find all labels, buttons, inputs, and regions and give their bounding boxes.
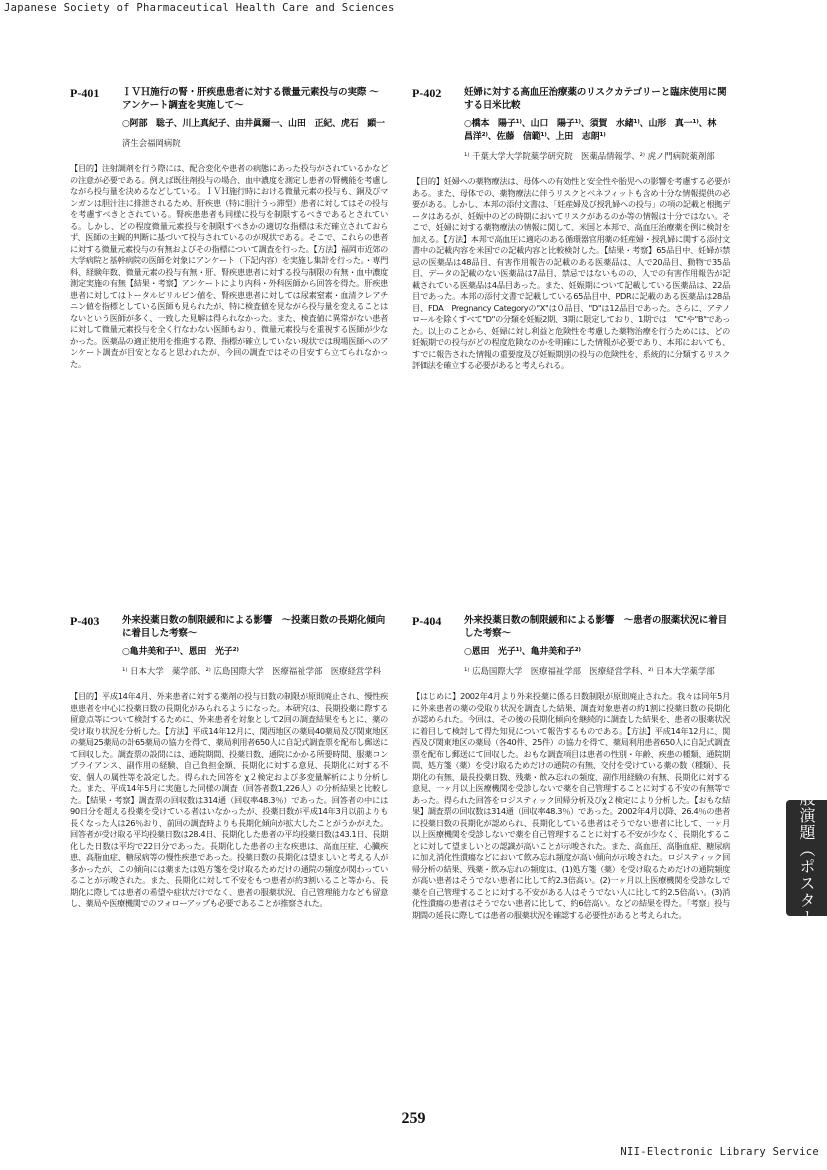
abstract-p403 [70, 614, 388, 910]
section-side-tab [786, 773, 827, 943]
abstract-title: 外来投薬日数の制限緩和による影響 〜投薬日数の長期化傾向に着目した考察〜 [122, 615, 386, 639]
abstract-authors: ○阿部 聡子、川上真紀子、由井眞爾一、山田 正紀、虎石 顕一 [122, 119, 385, 129]
abstract-body: 【はじめに】2002年4月より外来投薬に係る日数制限が原則廃止された。我々は同年5月に外来患者の薬の受取り状況を調査した結果、調査対象患者の約1割に投薬日数の長期化が認められた。今回は、その後の長期化傾向を継続的に調査した結果を、患者の服薬状況に着目して検討して得た知見について報告するものである。【方法】平成14年12月に、関西及び関東地区の薬局（各40件、25件）の協力を得て、薬局利用患者650人に自記式調査票を配布し郵送にて回収した。おもな調査項目は患者の性別・年齢、疾患の種類、通院期間、処方箋（薬）を受け取るためだけの通院の有無、交付を受けている薬の数（種類）、長期化の有無、最長投薬日数、残薬・飲み忘れの頻度、副作用経験の有無、長期化に対する意見、一ヶ月以上医療機関を受診しないで薬を自己管理することに対する不安の有無等であった。得られた回答をロジスティック回帰分析及びχ２検定により分析した。【おもな結果】調査票の回収数は314通（回収率48.3％）であった。2002年4月以降、26.4％の患者に投薬日数の長期化が認められ、長期化している患者はそうでない患者に比して、一ヶ月以上医療機関を受診しないで薬を自己管理することに対する不安が少なく、長期化することに対して望ましいとの認識が高いことが示唆された。また、高血圧、高脂血症、糖尿病に加え消化性潰瘍などにおいて飲み忘れ頻度が高い傾向が示唆された。ロジスティック回帰分析の結果、残薬・飲み忘れの頻度は、(1)処方箋（薬）を受け取るためだけの通院頻度が高い患者はそうでない患者に比して約2.3倍高い。(2)一ヶ月以上医療機関を受診なしで薬を自己管理することに対する不安がある人はそうでない人に比して約2.5倍高い。(3)消化性潰瘍の患者はそうでない患者に比して、約6倍高い。などの結果を得た。「考察」投与期間の延長に際しては患者の服薬状況を確認する必要性があると考えられた。 [412, 691, 730, 920]
abstract-affiliation: ¹⁾ 日本大学 薬学部、²⁾ 広島国際大学 医療福祉学部 医療経営学科 [122, 666, 382, 676]
abstract-affiliation: 済生会福岡病院 [122, 138, 181, 148]
abstract-authors: ○恩田 光子¹⁾、亀井美和子²⁾ [464, 647, 581, 657]
abstract-id: P-401 [70, 86, 100, 100]
abstract-id: P-404 [412, 614, 442, 628]
abstract-body: 【目的】注射調剤を行う際には、配合変化や患者の病態にあった投与がされているかなどの注意が必要である。例えば既往剤投与の場合、血中濃度を測定し患者の腎機能を考慮しながら投与量を決めるなどしている。ＩＶＨ施行時における微量元素の投与も、銅及びマンガンは胆汁注に排泄されるため、肝疾患（特に胆汁うっ滞型）患者に対してはその投与を考慮すべきとされている。腎疾患患者も同様に投与を制限するべきであるとされている。しかし、どの程度微量元素投与を制限すべきかの適切な指標は未だ確立されておらず、医師の主観的判断に基づいて投与されているのが現状である。そこで、これらの患者に対する微量元素投与の有無およびその指標について調査を行った。【方法】福岡市近郊の大学病院と基幹病院の医師を対象にアンケート（下記内容）を実施し集計を行った。・専門科、経験年数、微量元素の投与有無・肝、腎疾患患者に対する投与制限の有無・血中濃度測定実施の有無【結果・考察】アンケートにより内科・外科医師から回答を得た。肝疾患患者に対してはトータルビリルビン値を、腎疾患患者に対しては尿素窒素・血清クレアチニン値を指標としている医師も見られたが、特に検査値を見ながら投与量を変えることはないという医師が多く、一致した見解は得られなかった。また、検査値に異常がない患者に対して微量元素投与を全く行なわない医師もおり、微量元素投与を重視する医師が少なかった。医薬品の適正使用を推進する際、指標が確立していない現状では現場医師へのアンケート調査が目安となると思われたが、今回の調査ではその目安すら立てられなかった。 [70, 163, 388, 369]
abstract-p401 [70, 86, 388, 370]
section-side-tab-label: 一般演題（ポスター） [797, 773, 816, 943]
abstract-body: 【目的】平成14年4月、外来患者に対する薬剤の投与日数の制限が原則廃止され、慢性疾患患者を中心に投薬日数の長期化がみられるようになった。本研究は、長期投薬に際する留意点等について検討するために、外来患者を対象として2回の調査結果をもとに、薬の受け取り状況を分析した。【方法】平成14年12月に、関西地区の薬局40薬局及び関東地区の薬局25薬局の計65薬局の協力を得て、薬局利用者650人に自記式調査票を配布し郵送にて回収した。調査票の設問には、通院期間、投薬日数、通院にかかる所要時間、服薬コンプライアンス、副作用の経験、自己負担金額、長期化に対する意見、長期化に対する不安、個人の属性等を設定した。得られた回答を χ２検定および多変量解析により分析した。また、平成14年5月に実施した同様の調査（回答者数1,226人）の分析結果と比較した。【結果・考察】調査票の回収数は314通（回収率48.3％）であった。回答者の中には90日分を超える投薬を受けている者はいなかったが、投薬日数が平成14年3月以前よりも長くなった人は26％おり、前回の調査時よりも長期化傾向が拡大したことがうかがえた。回答者が受け取る平均投薬日数は28.4日、長期化した患者の平均投薬日数は43.1日、長期化した日数は平均で22日分であった。長期化した患者の主な疾患は、高血圧症、心臓疾患、高脂血症、糖尿病等の慢性疾患であった。投薬日数の長期化は望ましいと考える人が多かったが、この傾向には薬または処方箋を受け取るためだけの通院の頻度が関わっていることが示唆された。また、長期化に対して不安をもつ患者が約3割いること等から、長期化に際しては患者の希望や症状だけでなく、患者の服薬状況、自己管理能力なども留意し、薬局や医療機関でのフォローアップも必要であることが推察された。 [70, 691, 388, 908]
abstract-body: 【目的】妊婦への薬物療法は、母体への有効性と安全性や胎児への影響を考慮する必要がある。また、母体での、薬物療法に伴うリスクとベネフィットも含め十分な情報提供の必要がある。しかし、本邦の添付文書は、「妊産婦及び授乳婦への投与」の項の記載と根拠データはあるが、妊娠中のどの時期においてリスクがあるのか等の情報は十分ではない。そこで、妊婦に対する薬物療法の情報に関して、米国と本邦で、高血圧治療薬を例に検討を加える。【方法】本邦で高血圧に適応のある循環器官用薬の妊産婦・授乳婦に関する添付文書中の記載内容を米国での記載内容と比較検討した。【結果・考察】65品目中、妊婦が禁忌の医薬品は48品目、有害作用報告の記載のある医薬品は、人で20品目、動物で35品目、データの記載のない医薬品は7品目、禁忌ではないものの、人での有害作用報告が記載されている医薬品は4品目あった。また、妊娠期について記載している医薬品は、22品目であった。本邦の添付文書で記載している65品目中、PDRに記載のある医薬品は28品目、FDA Pregnancy Categoryの"X"は０品目、"D"は12品目であった。さらに、アテノロールを除くすべて"D"の分類を妊娠2期、3期に限定しており、1期では "C"や"B"であった。以上のことから、妊婦に対し利益と危険性を考慮した薬物治療を行うためには、どの妊娠期での投与がどの程度危険なのかを明確にした情報が必要であり、本邦においても、すでに報告された情報の重要度及び妊娠期別の投与の危険性を、系統的に分類するリスク評価法を確立する必要があると考えられる。 [412, 176, 731, 370]
abstract-title: 妊婦に対する高血圧治療薬のリスクカテゴリーと臨床使用に関する日米比較 [464, 87, 727, 111]
abstract-id: P-403 [70, 614, 100, 628]
abstract-id: P-402 [412, 86, 442, 100]
library-footer: NII-Electronic Library Service [620, 1146, 819, 1158]
abstract-p404 [412, 614, 730, 921]
journal-header: Japanese Society of Pharmaceutical Health Care and Sciences [4, 2, 395, 14]
page-number: 259 [401, 1110, 426, 1127]
abstract-affiliation: ¹⁾ 広島国際大学 医療福祉学部 医療経営学科、²⁾ 日本大学薬学部 [464, 666, 715, 676]
abstract-title: 外来投薬日数の制限緩和による影響 〜患者の服薬状況に着目した考察〜 [464, 615, 728, 639]
abstract-authors: ○橋本 陽子¹⁾、山口 陽子¹⁾、須賀 水緒¹⁾、山形 真一¹⁾、林 昌洋²⁾、佐藤 信範¹⁾、上田 志朗¹⁾ [464, 119, 726, 142]
abstract-affiliation: ¹⁾ 千葉大学大学院薬学研究院 医薬品情報学、²⁾ 虎ノ門病院薬剤部 [464, 151, 715, 161]
abstract-title: ＩＶＨ施行の腎・肝疾患患者に対する微量元素投与の実際 〜アンケート調査を実施して〜 [122, 87, 379, 111]
abstract-p402 [412, 86, 730, 372]
abstract-authors: ○亀井美和子¹⁾、恩田 光子²⁾ [122, 647, 239, 657]
